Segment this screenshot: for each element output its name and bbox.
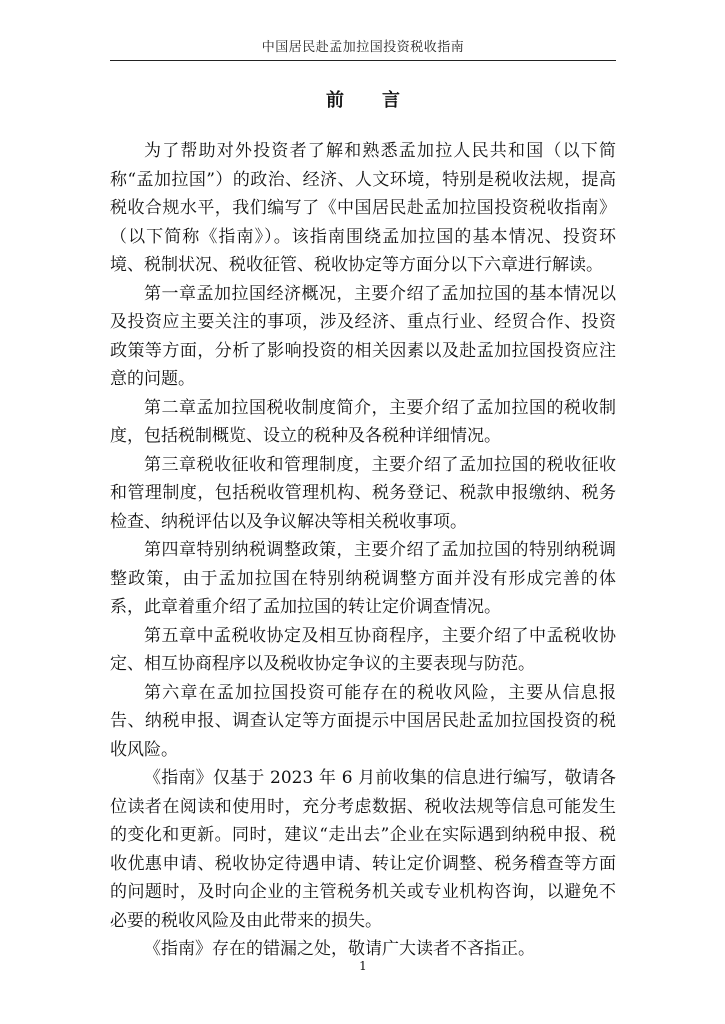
paragraph-chapter-5: 第五章中孟税收协定及相互协商程序，主要介绍了中孟税收协定、相互协商程序以及税收协定争议的主要表现与防范。 [110, 625, 616, 674]
page-number: 1 [359, 959, 367, 973]
document-body [110, 137, 616, 964]
page-title: 前言 [326, 90, 438, 111]
paragraph-intro: 为了帮助对外投资者了解和熟悉孟加拉人民共和国（以下简称“孟加拉国”）的政治、经济、人文环境，特别是税收法规，提高税收合规水平，我们编写了《中国居民赴孟加拉国投资税收指南》（以下简称《指南》）。该指南围绕孟加拉国的基本情况、投资环境、税制状况、税收征管、税收协定等方面分以下六章进行解读。 [110, 141, 616, 275]
paragraph-closing: 《指南》存在的错漏之处，敬请广大读者不吝指正。 [144, 939, 535, 959]
header-divider [110, 60, 616, 61]
running-header: 中国居民赴孟加拉国投资税收指南 [261, 40, 465, 55]
paragraph-chapter-3: 第三章税收征收和管理制度，主要介绍了孟加拉国的税收征收和管理制度，包括税收管理机构、税务登记、税款申报缴纳、税务检查、纳税评估以及争议解决等相关税收事项。 [110, 454, 616, 532]
paragraph-chapter-6: 第六章在孟加拉国投资可能存在的税收风险，主要从信息报告、纳税申报、调查认定等方面提示中国居民赴孟加拉国投资的税收风险。 [110, 682, 616, 760]
paragraph-chapter-1: 第一章孟加拉国经济概况，主要介绍了孟加拉国的基本情况以及投资应主要关注的事项，涉及经济、重点行业、经贸合作、投资政策等方面，分析了影响投资的相关因素以及赴孟加拉国投资应注意的问题。 [110, 283, 616, 389]
paragraph-chapter-2: 第二章孟加拉国税收制度简介，主要介绍了孟加拉国的税收制度，包括税制概览、设立的税种及各税种详细情况。 [110, 397, 616, 446]
paragraph-chapter-4: 第四章特别纳税调整政策，主要介绍了孟加拉国的特别纳税调整政策，由于孟加拉国在特别纳税调整方面并没有形成完善的体系，此章着重介绍了孟加拉国的转让定价调查情况。 [110, 540, 616, 617]
paragraph-disclaimer: 《指南》仅基于 2023 年 6 月前收集的信息进行编写，敬请各位读者在阅读和使用时，充分考虑数据、税收法规等信息可能发生的变化和更新。同时，建议“走出去”企业在实际遇到纳税申报、税收优惠申请、税收协定待遇申请、转让定价调整、税务稽查等方面的问题时，及时向企业的主管税务机关或专业机构咨询，以避免不必要的税收风险及由此带来的损失。 [110, 768, 616, 931]
